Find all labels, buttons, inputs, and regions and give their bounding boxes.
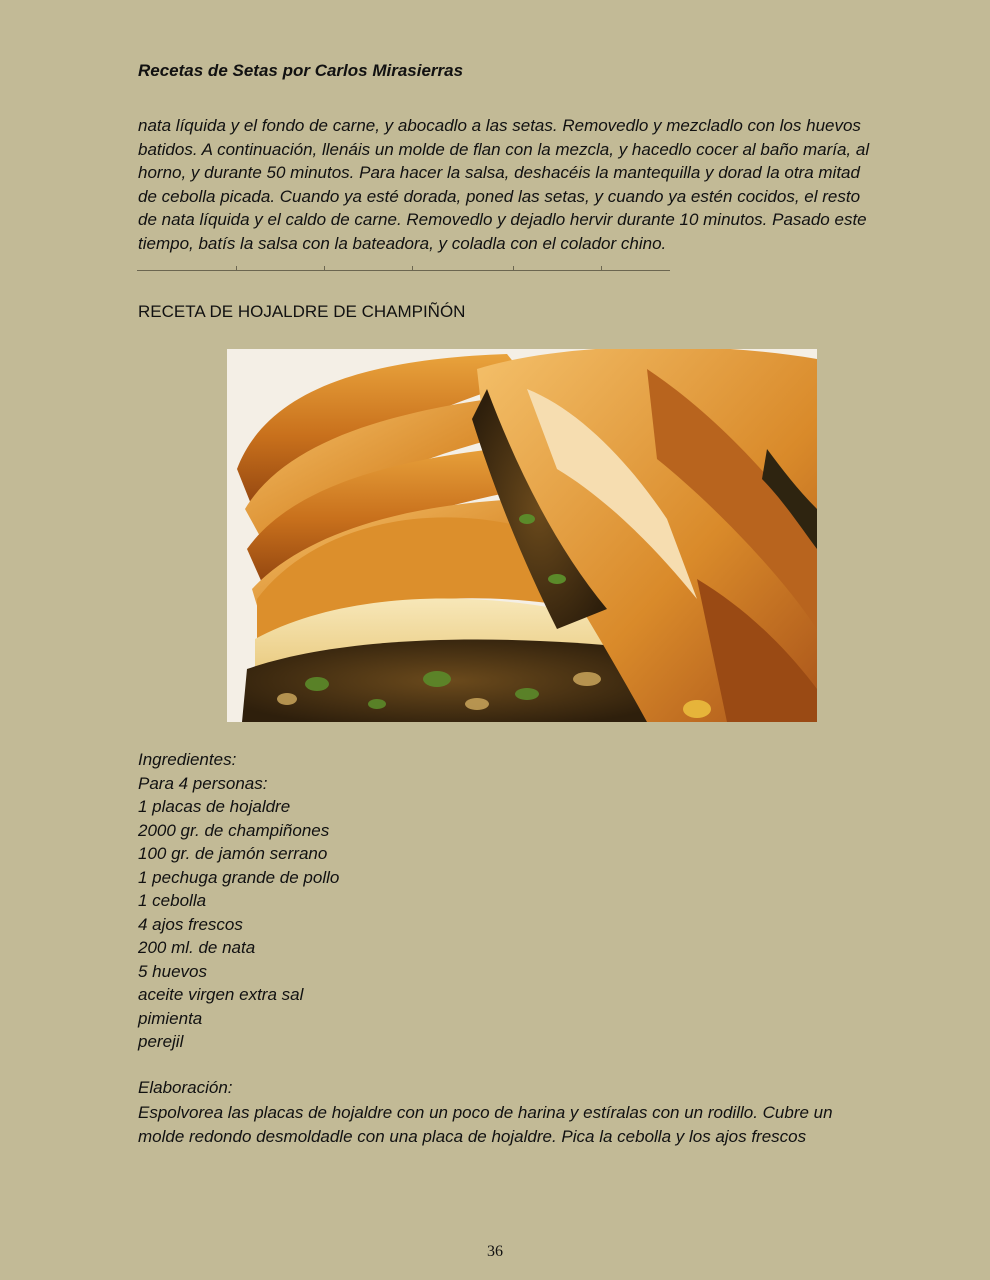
- ingredient-item: 100 gr. de jamón serrano: [138, 844, 328, 863]
- ingredient-item: 1 placas de hojaldre: [138, 797, 291, 816]
- separator-tick: [513, 266, 514, 271]
- page-number: 36: [487, 1243, 503, 1260]
- elaboration-line: molde redondo desmoldadle con una placa de hojaldre. Pica la cebolla y los ajos frescos: [138, 1126, 807, 1146]
- ingredient-item: 1 pechuga grande de pollo: [138, 867, 340, 887]
- ingredient-item: 200 ml. de nata: [138, 938, 256, 957]
- intro-line: de cebolla picada. Cuando ya esté dorada, poned las setas, y cuando ya estén cocidos, el resto: [138, 186, 861, 206]
- ingredient-item: 4 ajos frescos: [138, 914, 243, 934]
- separator-tick: [412, 266, 413, 271]
- section-separator: [137, 270, 670, 271]
- ingredient-item: 1 cebolla: [138, 891, 207, 910]
- intro-line: batidos. A continuación, llenáis un molde de flan con la mezcla, y hacedlo cocer al baño maría, al: [138, 139, 870, 159]
- ingredients-list: [138, 748, 339, 1054]
- separator-tick: [236, 266, 237, 271]
- separator-tick: [601, 266, 602, 271]
- servings-label: Para 4 personas:: [138, 773, 268, 793]
- intro-paragraph: [138, 114, 913, 255]
- elaboration-line: Espolvorea las placas de hojaldre con un poco de harina y estíralas con un rodillo. Cubre un: [138, 1103, 833, 1122]
- ingredient-item: pimienta: [138, 1008, 203, 1028]
- ingredient-item: perejil: [138, 1032, 184, 1051]
- separator-tick: [324, 266, 325, 271]
- intro-line: horno, y durante 50 minutos. Para hacer la salsa, deshacéis la mantequilla y dorad la otra mitad: [138, 163, 860, 182]
- ingredient-item: aceite virgen extra sal: [138, 985, 304, 1004]
- ingredients-label: Ingredientes:: [138, 750, 237, 769]
- intro-line: tiempo, batís la salsa con la bateadora, y coladla con el colador chino.: [138, 233, 667, 253]
- elaboration-paragraph: [138, 1101, 913, 1148]
- puff-pastry-photo: [227, 349, 817, 722]
- intro-line: nata líquida y el fondo de carne, y abocadlo a las setas. Removedlo y mezcladlo con los huevos: [138, 116, 861, 135]
- elaboration-label: Elaboración:: [138, 1078, 233, 1097]
- page-header-title: Recetas de Setas por Carlos Mirasierras: [138, 61, 464, 80]
- ingredient-item: 5 huevos: [138, 961, 207, 981]
- intro-line: de nata líquida y el caldo de carne. Removedlo y dejadlo hervir durante 10 minutos. Pasado este: [138, 210, 867, 229]
- ingredient-item: 2000 gr. de champiñones: [138, 820, 330, 840]
- recipe-title: RECETA DE HOJALDRE DE CHAMPIÑÓN: [138, 302, 466, 321]
